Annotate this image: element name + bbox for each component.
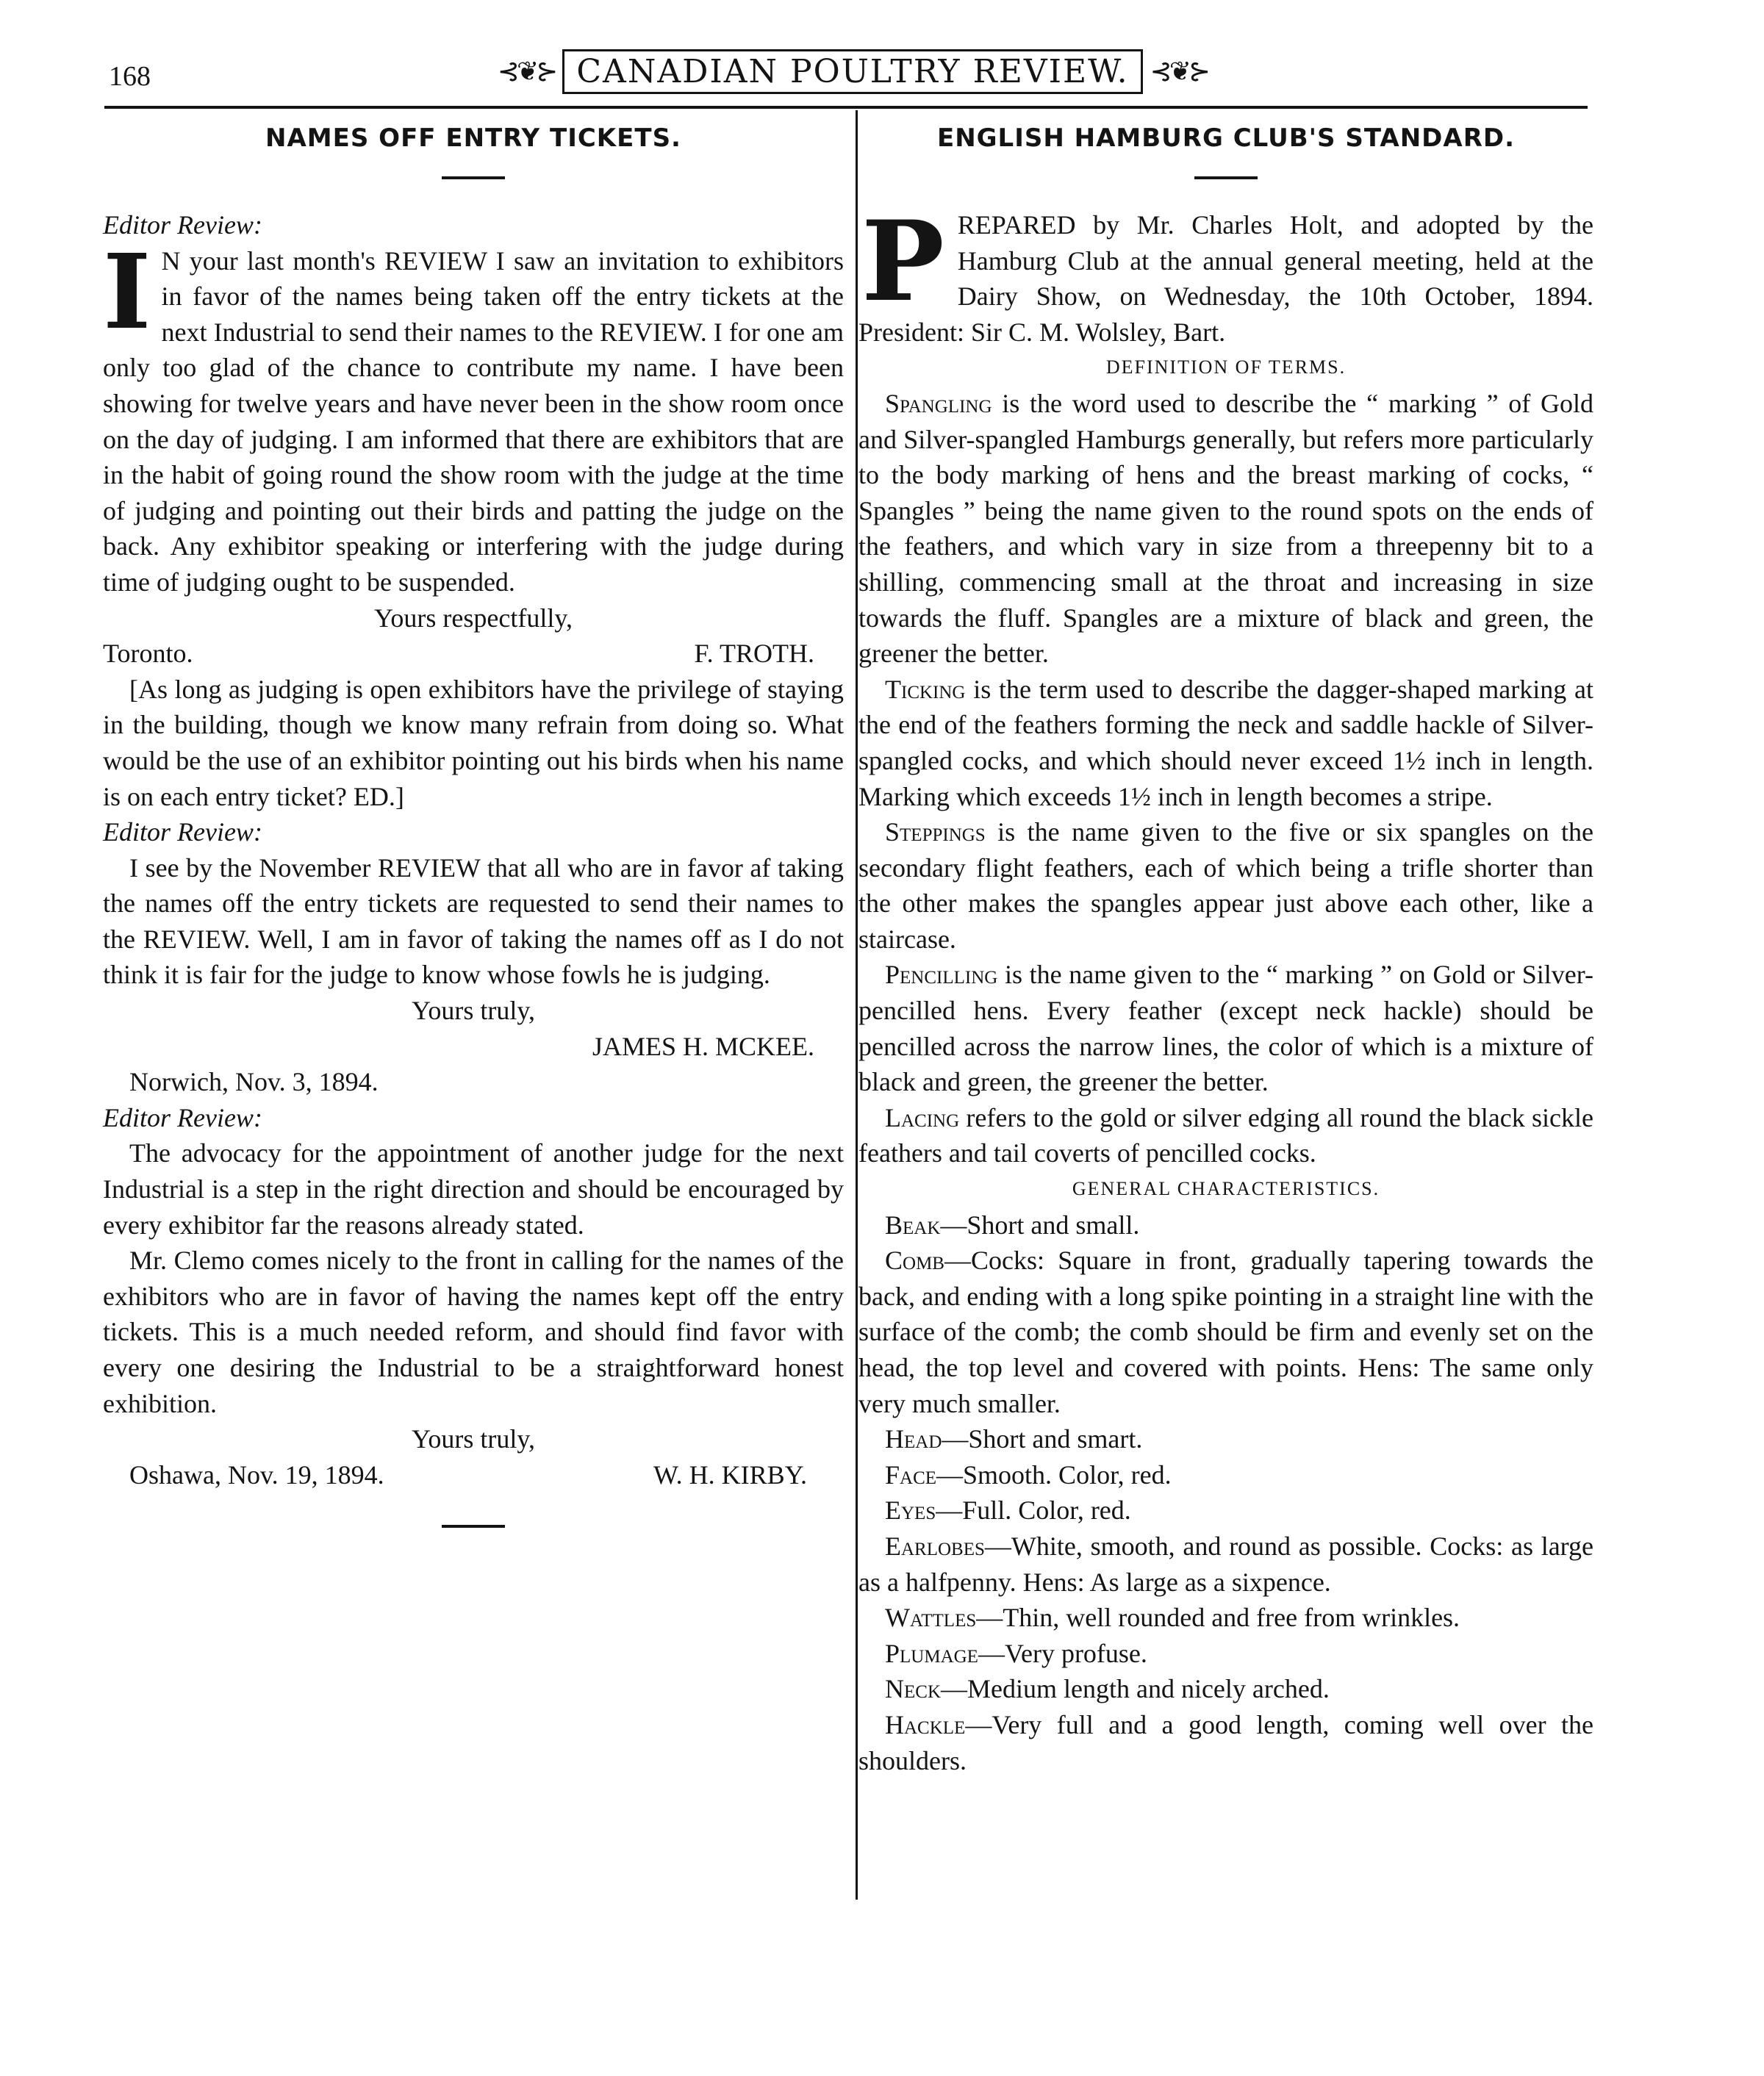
right-column: [858, 119, 1593, 1778]
closing: Yours respectfully,: [374, 603, 573, 633]
ornament-left-icon: ⊰❦⊱: [497, 57, 556, 86]
definitions-heading: DEFINITION OF TERMS.: [1105, 356, 1347, 378]
definition-item: Spangling is the word used to describe the “ marking ” of Gold and Silver-spangled Hamburgs generally, but refers more particularly to the body marking of hens and the breast marking of cocks, “ Spangles ” being the name given to the round spots on the ends of the feathers, and which vary in size from a threepenny bit to a shilling, commencing small at the throat and increasing in size towards the fluff. Spangles are a mixture of black and green, the greener the better.: [858, 388, 1593, 669]
letter-kirby-body-1: The advocacy for the appointment of another judge for the next Industrial is a step in the right direction and should be encouraged by every exhibitor far the reasons already stated.: [103, 1138, 844, 1240]
characteristic-item: Plumage—Very profuse.: [885, 1638, 1147, 1668]
letter-troth-body: I N your last month's REVIEW I saw an invitation to exhibitors in favor of the names being taken off the entry tickets at the next Industrial to send their names to the REVIEW. I for one am only too glad of the chance to contribute my name. I have been showing for twelve years and have never been in the show room once on the day of judging. I am informed that there are exhibitors that are in the habit of going round the show room with the judge at the time of judging and pointing out their birds and patting the judge on the back. Any exhibitor speaking or interfering with the judge during time of judging ought to be suspended.: [103, 231, 844, 597]
heading-rule: [442, 176, 505, 179]
characteristic-item: Eyes—Full. Color, red.: [885, 1495, 1131, 1526]
definition-item: Pencilling is the name given to the “ marking ” on Gold or Silver-pencilled hens. Every feather (except neck hackle) should be pencilled across the narrow lines, the color of which is a mixture of black and green, the greener the better.: [858, 960, 1593, 1097]
letter-kirby-body-2: Mr. Clemo comes nicely to the front in calling for the names of the exhibitors who are in favor of having the names kept off the entry tickets. This is a much needed reform, and should find favor with every one desiring the Industrial to be a straightforward honest exhibition.: [103, 1246, 844, 1418]
place-date: Oshawa, Nov. 19, 1894.: [129, 1459, 384, 1490]
salutation: Editor Review:: [103, 1102, 262, 1132]
characteristic-item: Hackle—Very full and a good length, coming well over the shoulders.: [858, 1709, 1593, 1775]
signature: W. H. KIRBY.: [653, 1459, 807, 1490]
article-heading-hamburg-standard: ENGLISH HAMBURG CLUB'S STANDARD.: [936, 123, 1516, 153]
characteristic-item: Beak—Short and small.: [885, 1210, 1140, 1240]
characteristic-item: Wattles—Thin, well rounded and free from wrinkles.: [885, 1603, 1460, 1633]
signature-row: [103, 636, 844, 672]
characteristic-item: Face—Smooth. Color, red.: [885, 1459, 1172, 1490]
left-column: [103, 119, 844, 1556]
signature-row: [103, 1457, 844, 1493]
definition-item: Ticking is the term used to describe the dagger-shaped marking at the end of the feathers forming the neck and saddle hackle of Silver-spangled cocks, and which should never exceed 1½ inch in length. Marking which exceeds 1½ inch in length becomes a stripe.: [858, 674, 1593, 811]
dropcap: I: [103, 231, 151, 353]
characteristic-item: Head—Short and smart.: [885, 1424, 1143, 1454]
definitions-list: [858, 386, 1593, 1171]
ornament-right-icon: ⊰❦⊱: [1150, 57, 1208, 86]
characteristic-item: Neck—Medium length and nicely arched.: [885, 1674, 1330, 1704]
masthead: [497, 46, 1208, 97]
place-date: Norwich, Nov. 3, 1894.: [129, 1067, 379, 1097]
letter-mckee-body: I see by the November REVIEW that all who are in favor af taking the names off the entry tickets are requested to send their names to the REVIEW. Well, I am in favor of taking the names off as I do not think it is fair for the judge to know whose fowls he is judging.: [103, 852, 844, 990]
heading-rule: [1194, 176, 1258, 179]
closing: Yours truly,: [411, 996, 536, 1026]
characteristic-item: Earlobes—White, smooth, and round as possible. Cocks: as large as a halfpenny. Hens: As large as a sixpence.: [858, 1531, 1593, 1597]
signature: F. TROTH.: [694, 639, 814, 669]
intro-paragraph: PREPARED by Mr. Charles Holt, and adopted by the Hamburg Club at the annual general meeting, held at the Dairy Show, on Wednesday, the 10th October, 1894. President: Sir C. M. Wolsley, Bart.: [858, 197, 1593, 347]
page-number: 168: [109, 61, 151, 92]
header-rule: [104, 106, 1588, 109]
definition-item: Steppings is the name given to the five or six spangles on the secondary flight feathers, each of which being a trifle shorter than the other makes the spangles appear just above each other, like a staircase.: [858, 817, 1593, 954]
place: Toronto.: [103, 639, 193, 669]
article-heading-entry-tickets: NAMES OFF ENTRY TICKETS.: [265, 123, 681, 153]
definition-item: Lacing refers to the gold or silver edging all round the black sickle feathers and tail coverts of pencilled cocks.: [858, 1102, 1593, 1168]
salutation: Editor Review:: [103, 817, 262, 847]
characteristics-list: [858, 1207, 1593, 1779]
salutation: Editor Review:: [103, 210, 262, 240]
editor-note: [As long as judging is open exhibitors have the privilege of staying in the building, though we know many refrain from doing so. What would be the use of an exhibitor pointing out his birds when his name is on each entry ticket? ED.]: [103, 674, 844, 811]
column-divider: [856, 110, 858, 1900]
general-heading: GENERAL CHARACTERISTICS.: [1072, 1178, 1380, 1200]
end-rule: [442, 1525, 505, 1528]
journal-title: CANADIAN POULTRY REVIEW.: [562, 49, 1142, 94]
characteristic-item: Comb—Cocks: Square in front, gradually tapering towards the back, and ending with a long spike pointing in a straight line with the surface of the comb; the comb should be firm and evenly set on the head, the top level and covered with points. Hens: The same only very much smaller.: [858, 1246, 1593, 1418]
signature: JAMES H. MCKEE.: [592, 1031, 814, 1061]
closing: Yours truly,: [411, 1424, 536, 1454]
dropcap: P: [861, 197, 944, 326]
